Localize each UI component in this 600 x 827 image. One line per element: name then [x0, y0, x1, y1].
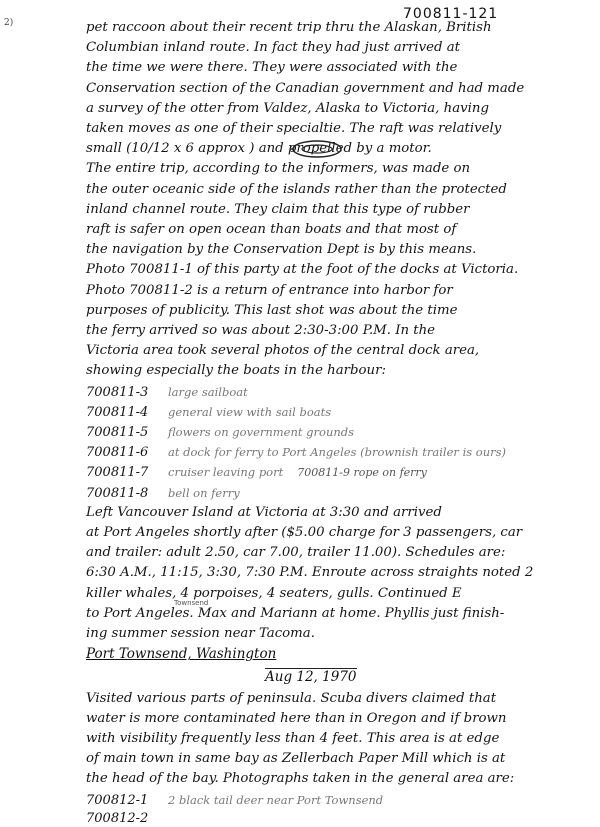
text-line: the outer oceanic side of the islands rather than the protected	[86, 181, 507, 197]
photo-desc: general view with sail boats	[168, 404, 332, 419]
text-line: Conservation section of the Canadian government and had made	[86, 80, 525, 96]
text-line: a survey of the otter from Valdez, Alaska to Victoria, having	[86, 100, 489, 116]
text-line: Visited various parts of peninsula. Scuba divers claimed that	[86, 690, 497, 706]
text-line: taken moves as one of their specialtie. The raft was relatively	[86, 121, 502, 136]
text-line: the navigation by the Conservation Dept is by this means.	[86, 242, 477, 258]
photo-entry	[86, 404, 331, 421]
photo-aside: 700811-9 rope on ferry	[297, 466, 427, 480]
text-line: 6:30 A.M., 11:15, 3:30, 7:30 P.M. Enroute across straights noted 2	[86, 565, 534, 581]
text-line: and trailer: adult 2.50, car 7.00, trailer 11.00). Schedules are:	[86, 545, 506, 561]
margin-mark: 2)	[4, 18, 14, 28]
text-line: of main town in same bay as Zellerbach Paper Mill which is at	[86, 751, 506, 767]
text-line: small (10/12 x 6 approx ) and propelled by a motor.	[86, 141, 432, 157]
text-line: showing especially the boats in the harbour:	[86, 363, 386, 379]
text-line: Photo 700811-1 of this party at the foot of the docks at Victoria.	[86, 262, 519, 278]
photo-desc: at dock for ferry to Port Angeles (brownish trailer is ours)	[168, 445, 507, 460]
photo-entry	[86, 464, 427, 481]
photo-entry	[86, 384, 248, 401]
photo-desc: flowers on government grounds	[168, 425, 355, 439]
photo-code: 700811-4	[86, 404, 149, 420]
section-date: Aug 12, 1970	[265, 669, 357, 686]
photo-code: 700812-1	[86, 792, 149, 808]
text-line: to Port Angeles. Max and Mariann at home. Phyllis just finish-	[86, 605, 505, 621]
text-line: at Port Angeles shortly after ($5.00 charge for 3 passengers, car	[86, 525, 523, 540]
text-line: killer whales, 4 porpoises, 4 seaters, gulls. Continued E	[86, 585, 462, 601]
text-line: Columbian inland route. In fact they had just arrived at	[86, 40, 460, 56]
text-line: ing summer session near Tacoma.	[86, 626, 315, 641]
photo-desc: bell on ferry	[168, 485, 240, 500]
text-line: pet raccoon about their recent trip thru the Alaskan, British	[86, 20, 492, 35]
inserted-word: Townsend	[174, 598, 209, 607]
photo-entry	[86, 444, 506, 461]
text-line: the ferry arrived so was about 2:30-3:00 P.M. In the	[86, 323, 436, 338]
page-id: 700811-121	[403, 6, 499, 22]
text-line: Left Vancouver Island at Victoria at 3:30 and arrived	[86, 504, 442, 520]
text-line: the time we were there. They were associated with the	[86, 60, 458, 76]
photo-code: 700811-3	[86, 384, 149, 400]
text-line: water is more contaminated here than in Oregon and if brown	[86, 710, 507, 726]
text-line: purposes of publicity. This last shot was about the time	[86, 302, 458, 318]
text-line: with visibility frequently less than 4 feet. This area is at edge	[86, 731, 500, 746]
text-line: Photo 700811-2 is a return of entrance into harbor for	[86, 282, 453, 298]
section-heading: Port Townsend, Washington	[86, 646, 277, 663]
raft-sketch	[290, 138, 344, 160]
text-line: The entire trip, according to the informers, was made on	[86, 161, 471, 177]
photo-desc: cruiser leaving port	[168, 465, 284, 480]
photo-code: 700811-8	[86, 485, 149, 501]
photo-entry	[86, 810, 168, 827]
photo-desc: 2 black tail deer near Port Townsend	[168, 792, 384, 807]
photo-entry	[86, 485, 240, 502]
photo-entry	[86, 424, 354, 441]
photo-code: 700811-6	[86, 445, 149, 461]
photo-entry	[86, 792, 383, 809]
photo-code: 700812-2	[86, 810, 149, 826]
photo-code: 700811-5	[86, 425, 149, 440]
text-line: raft is safer on open ocean than boats and that most of	[86, 222, 457, 237]
photo-code: 700811-7	[86, 465, 149, 481]
text-line: inland channel route. They claim that this type of rubber	[86, 201, 470, 217]
photo-desc: large sailboat	[168, 384, 248, 399]
text-line: the head of the bay. Photographs taken in the general area are:	[86, 771, 515, 787]
text-line: Victoria area took several photos of the central dock area,	[86, 343, 480, 359]
